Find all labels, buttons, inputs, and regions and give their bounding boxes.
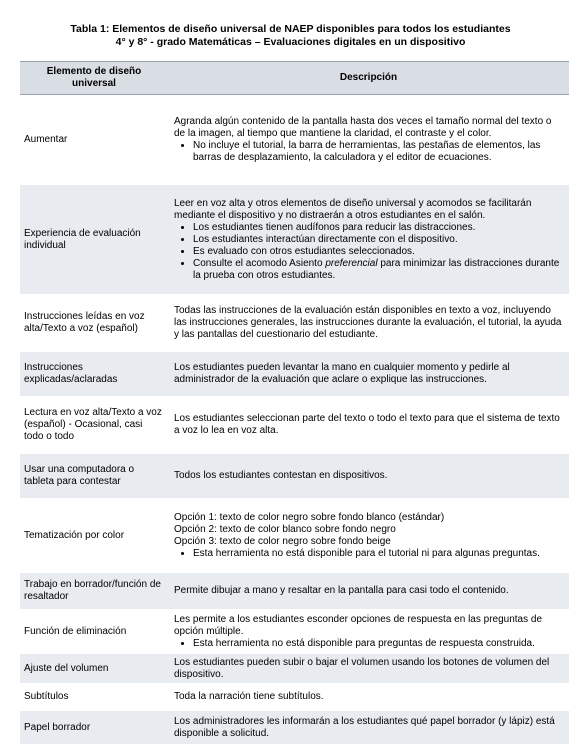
row-description bbox=[168, 185, 569, 295]
bullet-item: • Es evaluado con otros estudiantes seleccionados. bbox=[193, 246, 565, 258]
caption-line-1: Tabla 1: Elementos de diseño universal de NAEP disponibles para todos los estudiantes bbox=[70, 23, 511, 35]
table-row bbox=[20, 454, 569, 499]
description-text: Opción 2: texto de color blanco sobre fondo negro bbox=[174, 523, 396, 535]
bullet-list bbox=[174, 140, 565, 164]
row-description: Los estudiantes seleccionan parte del texto o todo el texto para que el sistema de texto a voz lo lea en voz alta. bbox=[168, 397, 569, 454]
description-text: Leer en voz alta y otros elementos de diseño universal y acomodos se facilitarán mediante el dispositivo y no distraerán a otros estudiantes en el salón. bbox=[174, 197, 532, 221]
bullet-list bbox=[174, 222, 565, 282]
header-element: Elemento de diseño universal bbox=[20, 62, 168, 95]
description-text: Agranda algún contenido de la pantalla hasta dos veces el tamaño normal del texto o de la imagen, al tiempo que mantiene la claridad, el contraste y el color. bbox=[174, 115, 552, 139]
table-row bbox=[20, 711, 569, 745]
bullet-item: • No incluye el tutorial, la barra de herramientas, las pestañas de elementos, las barras de desplazamiento, la calculadora y el editor de ecuaciones. bbox=[193, 140, 565, 164]
table-row bbox=[20, 573, 569, 610]
bullet-item: • Los estudiantes interactúan directamente con el dispositivo. bbox=[193, 234, 565, 246]
row-description: Los estudiantes pueden subir o bajar el volumen usando los botones de volumen del dispositivo. bbox=[168, 654, 569, 684]
row-element: Ajuste del volumen bbox=[20, 654, 168, 684]
table-row bbox=[20, 397, 569, 454]
row-description: Los estudiantes pueden levantar la mano en cualquier momento y pedirle al administrador de la evaluación que aclare o explique las instrucciones. bbox=[168, 352, 569, 397]
bullet-item: • Esta herramienta no está disponible para preguntas de respuesta construida. bbox=[193, 638, 565, 650]
description-text: Les permite a los estudiantes esconder opciones de respuesta en las preguntas de opción múltiple. bbox=[174, 613, 543, 637]
ud-elements-table bbox=[20, 61, 569, 745]
italic-term: preferencial bbox=[325, 257, 378, 269]
row-element: Tematización por color bbox=[20, 499, 168, 573]
row-element: Aumentar bbox=[20, 95, 168, 185]
row-element: Subtítulos bbox=[20, 684, 168, 711]
table-row bbox=[20, 185, 569, 295]
header-description: Descripción bbox=[168, 62, 569, 95]
table-row bbox=[20, 499, 569, 573]
row-element: Función de eliminación bbox=[20, 610, 168, 654]
row-description: Todos los estudiantes contestan en dispositivos. bbox=[168, 454, 569, 499]
table-header-row bbox=[20, 62, 569, 95]
table-row bbox=[20, 295, 569, 352]
table-row bbox=[20, 352, 569, 397]
bullet-list bbox=[174, 548, 565, 560]
row-element: Instrucciones leídas en voz alta/Texto a voz (español) bbox=[20, 295, 168, 352]
row-element: Lectura en voz alta/Texto a voz (español) - Ocasional, casi todo o todo bbox=[20, 397, 168, 454]
row-description: Permite dibujar a mano y resaltar en la pantalla para casi todo el contenido. bbox=[168, 573, 569, 610]
row-element: Instrucciones explicadas/aclaradas bbox=[20, 352, 168, 397]
row-description bbox=[168, 499, 569, 573]
bullet-item: • Los estudiantes tienen audífonos para reducir las distracciones. bbox=[193, 222, 565, 234]
description-text: Opción 1: texto de color negro sobre fondo blanco (estándar) bbox=[174, 511, 445, 523]
bullet-item: • Esta herramienta no está disponible para el tutorial ni para algunas preguntas. bbox=[193, 548, 565, 560]
row-element: Trabajo en borrador/función de resaltador bbox=[20, 573, 168, 610]
table-row bbox=[20, 95, 569, 185]
table-row bbox=[20, 654, 569, 684]
row-description bbox=[168, 95, 569, 185]
row-description: Todas las instrucciones de la evaluación están disponibles en texto a voz, incluyendo las instrucciones generales, las instrucciones durante la evaluación, el tutorial, la ayuda y las pantallas del cuestionario del estudiante. bbox=[168, 295, 569, 352]
table-row bbox=[20, 610, 569, 654]
row-element: Papel borrador bbox=[20, 711, 168, 745]
row-element: Experiencia de evaluación individual bbox=[20, 185, 168, 295]
row-element: Usar una computadora o tableta para contestar bbox=[20, 454, 168, 499]
caption-line-2: 4° y 8° - grado Matemáticas – Evaluaciones digitales en un dispositivo bbox=[115, 36, 466, 48]
table-caption bbox=[0, 0, 581, 49]
bullet-list bbox=[174, 638, 565, 650]
table-row bbox=[20, 684, 569, 711]
row-description: Toda la narración tiene subtítulos. bbox=[168, 684, 569, 711]
description-text: Opción 3: texto de color negro sobre fondo beige bbox=[174, 535, 391, 547]
row-description: Los administradores les informarán a los estudiantes qué papel borrador (y lápiz) está disponible a solicitud. bbox=[168, 711, 569, 745]
bullet-item: • Consulte el acomodo Asiento preferencial para minimizar las distracciones durante la prueba con otros estudiantes. bbox=[193, 258, 565, 282]
row-description bbox=[168, 610, 569, 654]
